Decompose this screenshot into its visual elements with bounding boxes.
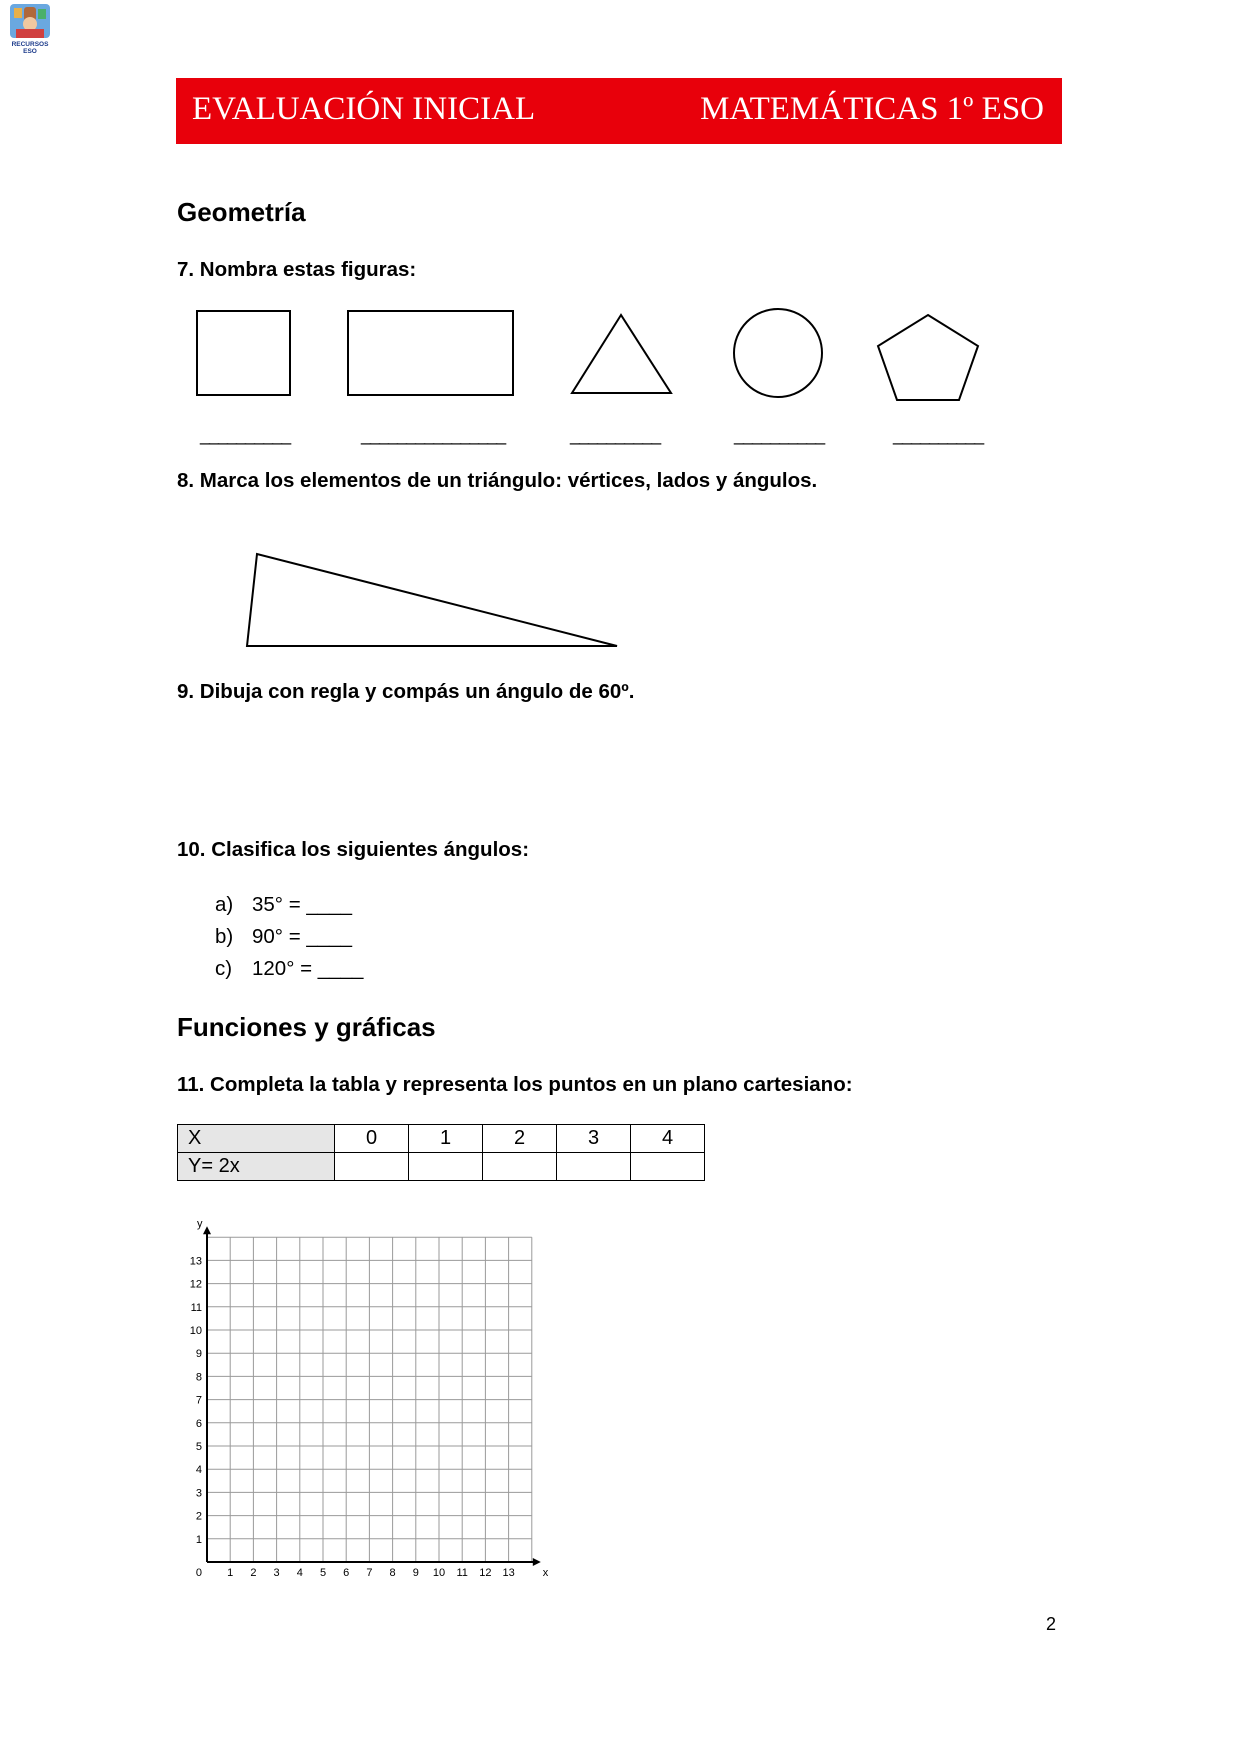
y-tick-label: 9 bbox=[195, 1348, 202, 1361]
question-7: 7. Nombra estas figuras: bbox=[177, 258, 417, 281]
y-tick-label: 10 bbox=[189, 1325, 202, 1337]
table-cell-y-input[interactable] bbox=[557, 1153, 631, 1181]
answer-blank-triangle[interactable]: __________ bbox=[570, 425, 661, 445]
y-tick-label: 1 bbox=[195, 1533, 202, 1546]
scalene-triangle-shape bbox=[247, 554, 617, 646]
x-axis-arrow bbox=[533, 1558, 541, 1566]
y-tick-label: 3 bbox=[195, 1487, 202, 1500]
x-tick-label: 7 bbox=[366, 1567, 373, 1579]
answer-blank-square[interactable]: __________ bbox=[200, 425, 291, 445]
logo-text-2: ESO bbox=[23, 48, 37, 55]
table-header-x: X bbox=[178, 1125, 335, 1153]
angle-item-text[interactable]: 120° = ____ bbox=[252, 957, 364, 980]
recursos-eso-logo bbox=[8, 2, 52, 56]
answer-blank-pentagon[interactable]: __________ bbox=[893, 425, 984, 445]
section-heading-funciones: Funciones y gráficas bbox=[177, 1012, 436, 1042]
y-tick-label: 5 bbox=[195, 1441, 202, 1453]
x-tick-label: 1 bbox=[227, 1567, 234, 1579]
y-tick-label: 6 bbox=[195, 1417, 202, 1430]
q7-shapes bbox=[190, 300, 990, 410]
x-tick-label: 4 bbox=[296, 1567, 303, 1579]
table-cell-y-input[interactable] bbox=[409, 1153, 483, 1181]
x-tick-label: 5 bbox=[319, 1567, 327, 1579]
y-tick-label: 4 bbox=[195, 1464, 202, 1477]
answer-blank-rectangle[interactable]: ________________ bbox=[361, 425, 506, 445]
question-11: 11. Completa la tabla y representa los puntos en un plano cartesiano: bbox=[177, 1073, 853, 1096]
square-shape bbox=[197, 311, 290, 395]
section-heading-geometria: Geometría bbox=[177, 197, 306, 227]
x-tick-label: 8 bbox=[389, 1567, 396, 1579]
y-tick-label: 12 bbox=[189, 1278, 202, 1291]
y-axis-label: y bbox=[197, 1218, 203, 1231]
x-axis-label: x bbox=[542, 1567, 549, 1579]
y-tick-label: 13 bbox=[189, 1255, 202, 1268]
table-row-y bbox=[178, 1153, 705, 1181]
table-cell-y-input[interactable] bbox=[483, 1153, 557, 1181]
x-tick-label: 13 bbox=[502, 1567, 515, 1579]
y-tick-label: 2 bbox=[195, 1510, 202, 1523]
logo-text-1: RECURSOS bbox=[11, 41, 49, 48]
x-tick-label: 11 bbox=[456, 1567, 468, 1579]
pentagon-shape bbox=[878, 315, 978, 400]
table-cell-y-input[interactable] bbox=[335, 1153, 409, 1181]
angle-item-b bbox=[215, 925, 352, 949]
angle-item-c bbox=[215, 957, 363, 981]
answer-blank-circle[interactable]: __________ bbox=[734, 425, 825, 445]
xy-value-table bbox=[177, 1124, 705, 1181]
y-tick-label: 7 bbox=[195, 1394, 202, 1407]
x-tick-label: 9 bbox=[412, 1567, 419, 1579]
table-cell-x: 2 bbox=[483, 1125, 557, 1153]
table-row-x bbox=[178, 1125, 705, 1153]
triangle-shape bbox=[572, 315, 671, 393]
x-tick-label: 3 bbox=[273, 1567, 280, 1579]
x-tick-label: 12 bbox=[479, 1567, 492, 1579]
y-tick-label: 11 bbox=[190, 1301, 202, 1314]
question-10: 10. Clasifica los siguientes ángulos: bbox=[177, 838, 530, 861]
table-cell-x: 4 bbox=[631, 1125, 705, 1153]
angle-item-label: b) bbox=[215, 925, 234, 948]
header-title-right: MATEMÁTICAS 1º ESO bbox=[700, 91, 1044, 127]
header-banner bbox=[176, 78, 1062, 144]
cartesian-grid[interactable] bbox=[185, 1210, 555, 1580]
table-cell-y-input[interactable] bbox=[631, 1153, 705, 1181]
angle-item-a bbox=[215, 893, 352, 917]
table-cell-x: 1 bbox=[409, 1125, 483, 1153]
table-cell-x: 0 bbox=[335, 1125, 409, 1153]
q8-triangle bbox=[240, 545, 630, 655]
angle-item-label: a) bbox=[215, 893, 234, 916]
x-tick-label: 10 bbox=[432, 1567, 446, 1579]
question-9: 9. Dibuja con regla y compás un ángulo de 60º. bbox=[177, 680, 635, 703]
angle-item-text[interactable]: 90° = ____ bbox=[252, 925, 352, 948]
page-number: 2 bbox=[1046, 1614, 1057, 1634]
question-8: 8. Marca los elementos de un triángulo: vértices, lados y ángulos. bbox=[177, 469, 818, 492]
origin-label: 0 bbox=[195, 1567, 202, 1579]
angle-item-label: c) bbox=[215, 957, 233, 980]
y-axis-arrow bbox=[203, 1226, 211, 1234]
table-header-y: Y= 2x bbox=[178, 1153, 335, 1181]
circle-shape bbox=[734, 309, 822, 397]
angle-item-text[interactable]: 35° = ____ bbox=[252, 893, 352, 916]
table-cell-x: 3 bbox=[557, 1125, 631, 1153]
header-title-left: EVALUACIÓN INICIAL bbox=[192, 91, 536, 127]
x-tick-label: 6 bbox=[343, 1567, 350, 1579]
x-tick-label: 2 bbox=[250, 1567, 257, 1579]
rectangle-shape bbox=[348, 311, 513, 395]
y-tick-label: 8 bbox=[195, 1371, 202, 1384]
